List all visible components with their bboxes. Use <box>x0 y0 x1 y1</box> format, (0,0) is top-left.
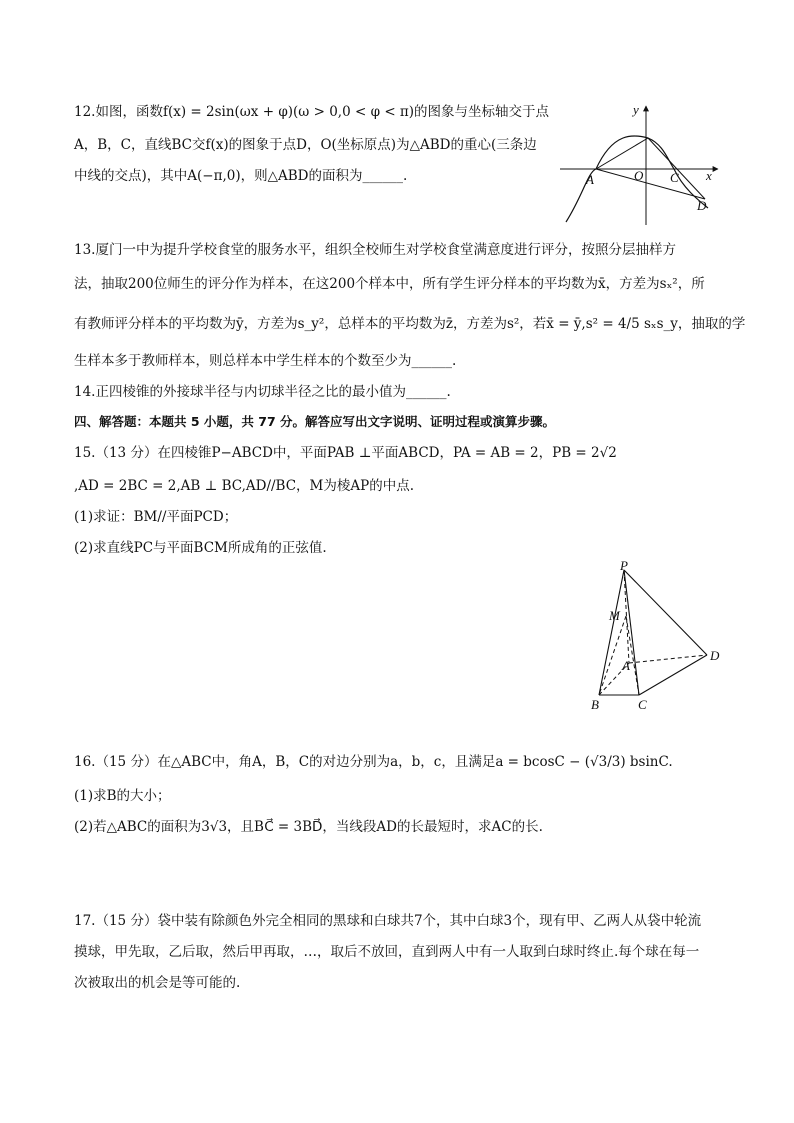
q17-line-1: 17.（15 分）袋中装有除颜色外完全相同的黑球和白球共7个，其中白球3个，现有甲、乙两人从袋中轮流 <box>74 913 702 929</box>
segment-AB <box>596 138 648 169</box>
q15-line-4: (2)求直线PC与平面BCM所成角的正弦值. <box>74 540 327 556</box>
q15-line-3: (1)求证：BM//平面PCD； <box>74 509 238 525</box>
label-y: y <box>633 102 639 117</box>
q16-line-2: (1)求B的大小； <box>74 788 171 804</box>
q14-line-1: 14.正四棱锥的外接球半径与内切球半径之比的最小值为______. <box>74 384 451 400</box>
q13-line-2: 法，抽取200位师生的评分作为样本，在这200个样本中，所有学生评分样本的平均数为x̄，方差为sₓ²，所 <box>74 276 705 292</box>
q12-line-2: A，B，C，直线BC交f(x)的图象于点D，O(坐标原点)为△ABD的重心(三条边 <box>74 137 537 153</box>
q13-line-3: 有教师评分样本的平均数为ȳ，方差为s_y²，总样本的平均数为z̄，方差为s²，若x̄ = ȳ,s² = 4/5 sₓs_y，抽取的学 <box>74 316 746 332</box>
label-D: D <box>710 648 720 663</box>
q12-line-1: 12.如图，函数f(x) = 2sin(ωx + φ)(ω > 0,0 < φ < π)的图象与坐标轴交于点 <box>74 104 550 120</box>
q12-line-3: 中线的交点)，其中A(−π,0)，则△ABD的面积为______. <box>74 168 408 184</box>
q16-line-3: (2)若△ABC的面积为3√3，且BC⃗ = 3BD⃗，当线段AD的长最短时，求AC的长. <box>74 819 543 835</box>
label-B: B <box>591 697 599 712</box>
label-A: A <box>586 172 594 187</box>
q15-pyramid-figure <box>582 558 732 718</box>
q17-line-3: 次被取出的机会是等可能的. <box>74 975 241 991</box>
label-O: O <box>634 168 644 183</box>
q15-line-2: ,AD = 2BC = 2,AB ⊥ BC,AD//BC，M为棱AP的中点. <box>74 478 414 494</box>
q12-sine-graph-figure <box>558 100 728 230</box>
q15-line-1: 15.（13 分）在四棱锥P−ABCD中，平面PAB ⊥平面ABCD，PA = AB = 2，PB = 2√2 <box>74 445 617 461</box>
label-C: C <box>670 170 679 185</box>
label-x: x <box>706 168 712 183</box>
q13-line-1: 13.厦门一中为提升学校食堂的服务水平，组织全校师生对学校食堂满意度进行评分，按照分层抽样方 <box>74 242 676 258</box>
label-A: A <box>622 658 630 673</box>
label-M: M <box>609 608 620 623</box>
label-C: C <box>638 697 647 712</box>
q13-line-4: 生样本多于教师样本，则总样本中学生样本的个数至少为______. <box>74 353 457 369</box>
section-4-heading: 四、解答题：本题共 5 小题，共 77 分。解答应写出文字说明、证明过程或演算步骤。 <box>74 414 556 429</box>
label-D: D <box>697 198 707 213</box>
q17-line-2: 摸球，甲先取，乙后取，然后甲再取，…，取后不放回，直到两人中有一人取到白球时终止.每个球在每一 <box>74 944 700 960</box>
segment-AD <box>596 169 705 199</box>
q16-line-1: 16.（15 分）在△ABC中，角A，B，C的对边分别为a，b，c，且满足a = bcosC − (√3/3) bsinC. <box>74 754 673 770</box>
label-P: P <box>620 558 628 573</box>
